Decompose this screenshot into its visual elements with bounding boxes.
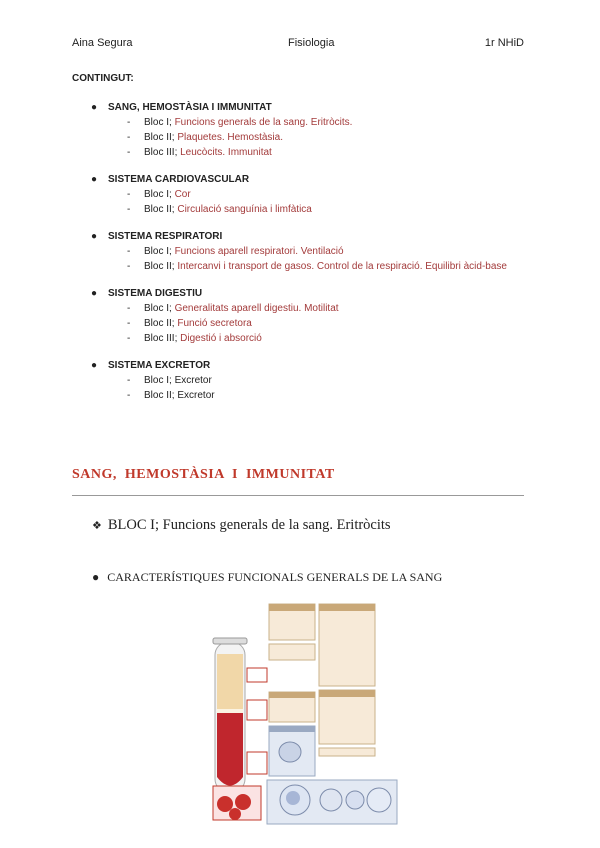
bullet-icon: ● xyxy=(91,102,98,113)
blood-composition-figure xyxy=(205,602,407,826)
dash-icon: - xyxy=(127,375,131,386)
subject-name: Fisiologia xyxy=(288,37,335,49)
toc-link[interactable]: Digestió i absorció xyxy=(180,333,262,344)
toc-link[interactable]: Circulació sanguínia i limfàtica xyxy=(177,204,312,215)
dash-icon: - xyxy=(127,303,131,314)
test-tube-icon xyxy=(213,638,247,792)
author-name: Aina Segura xyxy=(72,37,133,49)
toc-item: - Bloc III; Digestió i absorció xyxy=(127,333,262,344)
dash-icon: - xyxy=(127,117,131,128)
toc-section-title: SISTEMA RESPIRATORI xyxy=(108,231,223,242)
toc-section-title: SISTEMA EXCRETOR xyxy=(108,360,211,371)
toc-section xyxy=(72,286,532,346)
toc-item: - Bloc I; Generalitats aparell digestiu. Motilitat xyxy=(127,303,339,314)
dash-icon: - xyxy=(127,204,131,215)
toc-item: - Bloc I; Cor xyxy=(127,189,191,200)
toc-section xyxy=(72,100,532,160)
section-heading: SANG, HEMOSTÀSIA I IMMUNITAT xyxy=(72,467,335,482)
bloc-heading: ❖ BLOC I; Funcions generals de la sang. Eritròcits xyxy=(92,517,391,533)
toc-link[interactable]: Generalitats aparell digestiu. Motilitat xyxy=(174,303,339,314)
toc-item: - Bloc II; Excretor xyxy=(127,390,215,401)
dash-icon: - xyxy=(127,261,131,272)
toc-link[interactable]: Plaquetes. Hemostàsia. xyxy=(177,132,283,143)
subheading: ● CARACTERÍSTIQUES FUNCIONALS GENERALS DE LA SANG xyxy=(92,570,443,584)
divider xyxy=(72,495,524,496)
bullet-icon: ● xyxy=(91,288,98,299)
course-name: 1r NHiD xyxy=(484,37,524,49)
table-of-contents xyxy=(72,100,532,415)
diamond-bullet-icon: ❖ xyxy=(92,520,102,532)
dash-icon: - xyxy=(127,132,131,143)
dash-icon: - xyxy=(127,390,131,401)
toc-link[interactable]: Funcions generals de la sang. Eritròcits. xyxy=(174,117,353,128)
toc-section-title: SISTEMA DIGESTIU xyxy=(108,288,203,299)
dash-icon: - xyxy=(127,147,131,158)
toc-title: CONTINGUT: xyxy=(72,73,134,84)
bullet-icon: ● xyxy=(91,174,98,185)
toc-item: - Bloc II; Intercanvi i transport de gasos. Control de la respiració. Equilibri àcid-base xyxy=(127,261,507,272)
toc-section xyxy=(72,229,532,274)
dash-icon: - xyxy=(127,318,131,329)
toc-item: - Bloc I; Excretor xyxy=(127,375,212,386)
toc-item: - Bloc II; Circulació sanguínia i limfàtica xyxy=(127,204,312,215)
toc-item: - Bloc II; Funció secretora xyxy=(127,318,252,329)
toc-item: - Bloc II; Plaquetes. Hemostàsia. xyxy=(127,132,283,143)
toc-section-title: SISTEMA CARDIOVASCULAR xyxy=(108,174,250,185)
toc-item: - Bloc I; Funcions aparell respiratori. Ventilació xyxy=(127,246,344,257)
toc-section-title: SANG, HEMOSTÀSIA I IMMUNITAT xyxy=(108,102,272,113)
toc-link[interactable]: Funcions aparell respiratori. Ventilació xyxy=(174,246,344,257)
toc-section xyxy=(72,358,532,403)
toc-item: - Bloc III; Leucòcits. Immunitat xyxy=(127,147,272,158)
dash-icon: - xyxy=(127,246,131,257)
toc-text: Excretor xyxy=(174,375,212,386)
bullet-icon: ● xyxy=(91,231,98,242)
toc-link[interactable]: Intercanvi i transport de gasos. Control de la respiració. Equilibri àcid-base xyxy=(177,261,507,272)
dash-icon: - xyxy=(127,189,131,200)
toc-link[interactable]: Cor xyxy=(174,189,191,200)
toc-text: Excretor xyxy=(177,390,215,401)
bullet-icon: ● xyxy=(91,360,98,371)
toc-item: - Bloc I; Funcions generals de la sang. Eritròcits. xyxy=(127,117,353,128)
toc-link[interactable]: Funció secretora xyxy=(177,318,252,329)
toc-section xyxy=(72,172,532,217)
toc-link[interactable]: Leucòcits. Immunitat xyxy=(180,147,272,158)
bullet-icon: ● xyxy=(92,570,100,584)
dash-icon: - xyxy=(127,333,131,344)
